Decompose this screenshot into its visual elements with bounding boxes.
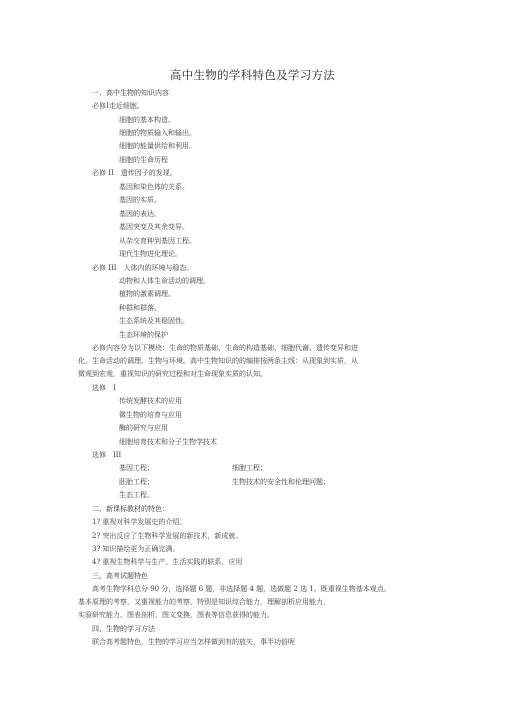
modules-paragraph-line: 微观到宏观，重视知识的研究过程和对生命现象实质的认知。 — [78, 370, 267, 378]
section-4-heading: 四、生物的学习方法 — [92, 625, 155, 633]
document-title: 高中生物的学科特色及学习方法 — [169, 68, 336, 82]
section-1-heading: 一、高中生物的知识内容 — [92, 89, 169, 97]
module-3-item: 生态环境的保护 — [119, 331, 168, 339]
section-3-heading: 三、高考试题特色 — [92, 572, 148, 580]
module-1-item: 细胞的物质输入和输出。 — [119, 129, 196, 137]
elective-1-item: 微生物的培育与应用 — [119, 411, 182, 419]
exam-paragraph-line: 高考生物学科总分 90 分，选择题 6 题，非选择题 4 题，选做题 2 选 1。既重视生物基本观点、 — [92, 585, 391, 593]
modules-paragraph-line: 必修内容分为以下模块：生命的物质基础、生命的构造基础、细胞代谢、遗传变异和进 — [92, 344, 358, 352]
feature-item: 4? 重视生物科学与生产、生活实践的联系、应用 — [92, 558, 243, 566]
elective-3-item: 细胞工程； — [232, 464, 267, 472]
elective-1-item: 酶的研究与应用 — [119, 424, 168, 432]
module-2-item: 基因的实质。 — [119, 196, 161, 204]
module-3-item: 植物的激素调理。 — [119, 290, 175, 298]
modules-paragraph-line: 化、生命活动的调理、生物与环境。高中生物知识的的编排按两条主线：从现象到实质，从 — [78, 357, 358, 365]
module-3-item: 种群和群落。 — [119, 304, 161, 312]
elective-3-item: 生态工程。 — [119, 491, 154, 499]
method-paragraph: 联合高考题特色，生物的学习应当怎样做到有的放矢，事半功倍呢 — [92, 638, 295, 646]
module-1-item: 细胞的能量供给和利用。 — [119, 142, 196, 150]
module-2-item: 基因和染色体的关系。 — [119, 183, 189, 191]
module-2-item: 从杂交育种到基因工程。 — [119, 237, 196, 245]
elective-1-item: 传统发酵技术的应用 — [119, 397, 182, 405]
module-1-item: 细胞的生命历程 — [119, 156, 168, 164]
elective-3-item: 生物技术的安全性和伦理问题； — [232, 478, 330, 486]
exam-paragraph-line: 基本原理的考察，又重视能力的考察，特别是知识综合能力，理解剖析应用能力， — [78, 598, 330, 606]
elective-1-label: 选修 Ⅰ — [92, 384, 116, 392]
exam-paragraph-line: 实验研究能力、图表剖析，图文变换，图表等信息获得的能力。 — [78, 611, 274, 619]
module-3-item: 动物和人体生命活动的调理。 — [119, 277, 210, 285]
module-3-label: 必修 III 人体内的环境与稳态。 — [92, 264, 194, 272]
section-2-heading: 二、新课标教材的特色： — [92, 505, 169, 513]
feature-item: 1? 重视对科学发展史的介绍。 — [92, 518, 187, 526]
module-1-label: 必修Ⅰ走近细胞。 — [92, 102, 144, 110]
module-2-item: 基因突变及其余变异。 — [119, 223, 189, 231]
module-2-item: 基因的表达。 — [119, 210, 161, 218]
elective-3-label: 选修 III — [92, 451, 122, 459]
elective-3-item: 基因工程； — [119, 464, 154, 472]
elective-1-item: 细胞培育技术和分子生物学技术 — [119, 438, 217, 446]
module-2-label: 必修 II 遗传因子的发现。 — [92, 169, 177, 177]
module-2-item: 现代生物进化理论。 — [119, 250, 182, 258]
feature-item: 2? 突出反应了生物科学发展的新技术，新成就。 — [92, 532, 243, 540]
module-1-item: 细胞的基本构造。 — [119, 116, 175, 124]
elective-3-item: 胚胎工程； — [119, 478, 154, 486]
feature-item: 3? 知识描绘更为正确完满。 — [92, 545, 180, 553]
module-3-item: 生态系统及其稳固性。 — [119, 317, 189, 325]
